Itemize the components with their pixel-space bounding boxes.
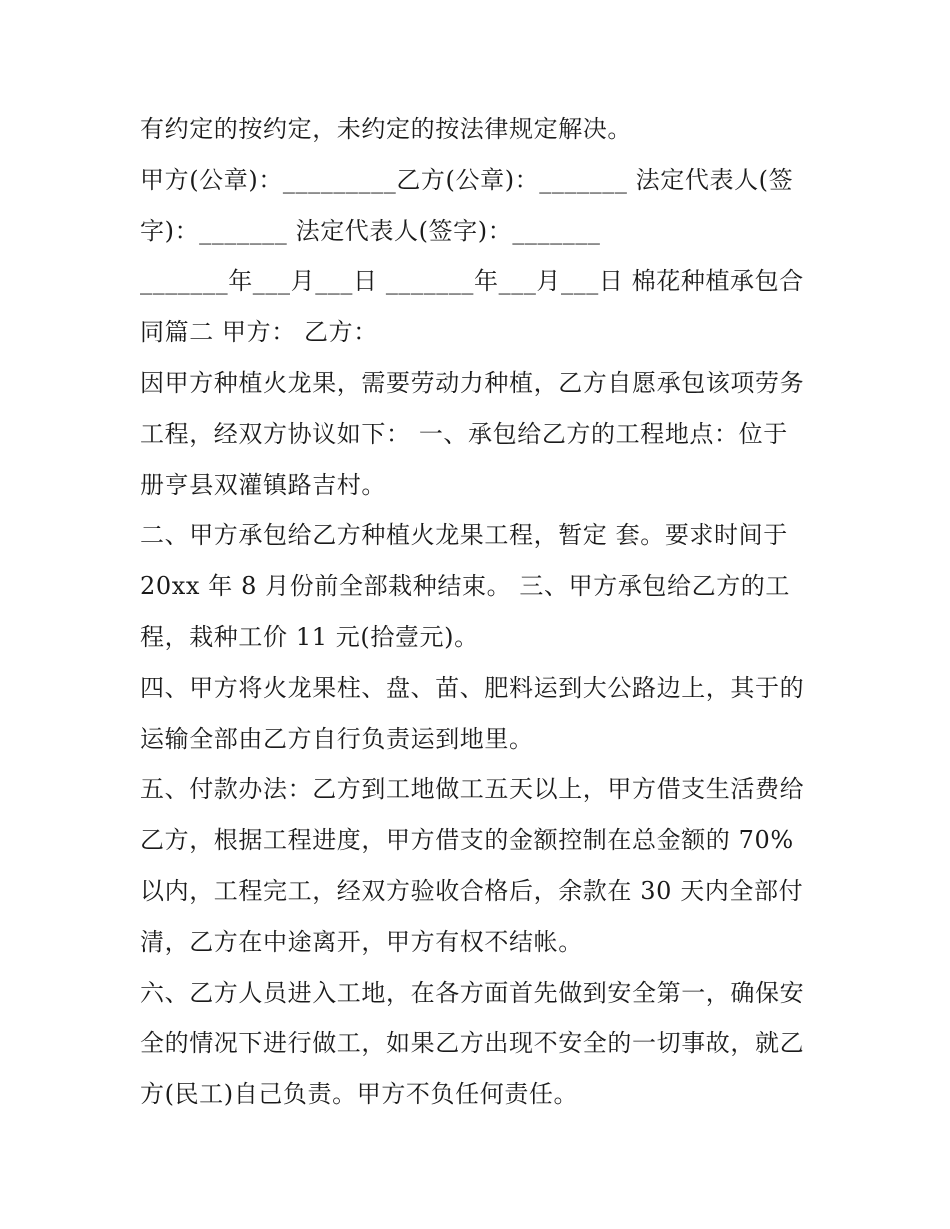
text-line: 册亨县双灌镇路吉村。 <box>140 470 386 499</box>
text-line: 有约定的按约定，未约定的按法律规定解决。 <box>140 115 632 143</box>
text-line: 方(民工)自己负责。甲方不负任何责任。 <box>140 1080 579 1109</box>
text-line: 全的情况下进行做工，如果乙方出现不安全的一切事故，就乙 <box>140 1029 805 1058</box>
text-line: 程，栽种工价 11 元(拾壹元)。 <box>140 622 479 651</box>
text-line: 字)：_______ 法定代表人(签字)：_______ <box>140 216 601 245</box>
text-line: 四、甲方将火龙果柱、盘、苗、肥料运到大公路边上，其于的 <box>140 673 805 702</box>
text-line: 20xx 年 8 月份前全部栽种结束。 三、甲方承包给乙方的工 <box>140 572 790 601</box>
document-body <box>140 104 830 1120</box>
text-line: _______年___月___日 _______年___月___日 棉花种植承包合 <box>140 267 804 296</box>
text-line: 甲方(公章)：_________乙方(公章)：_______ 法定代表人(签 <box>140 165 794 194</box>
text-line: 因甲方种植火龙果，需要劳动力种植，乙方自愿承包该项劳务 <box>140 368 805 397</box>
text-line: 二、甲方承包给乙方种植火龙果工程，暂定 套。要求时间于 <box>140 521 788 550</box>
text-line: 以内，工程完工，经双方验收合格后，余款在 30 天内全部付 <box>140 876 804 905</box>
text-line: 乙方，根据工程进度，甲方借支的金额控制在总金额的 70% <box>140 826 794 855</box>
text-line: 清，乙方在中途离开，甲方有权不结帐。 <box>140 927 583 956</box>
text-line: 同篇二 甲方： 乙方： <box>140 318 378 347</box>
text-line: 运输全部由乙方自行负责运到地里。 <box>140 724 534 753</box>
text-line: 六、乙方人员进入工地，在各方面首先做到安全第一，确保安 <box>140 978 805 1007</box>
text-line: 工程，经双方协议如下： 一、承包给乙方的工程地点：位于 <box>140 419 788 448</box>
text-line: 五、付款办法：乙方到工地做工五天以上，甲方借支生活费给 <box>140 775 805 804</box>
